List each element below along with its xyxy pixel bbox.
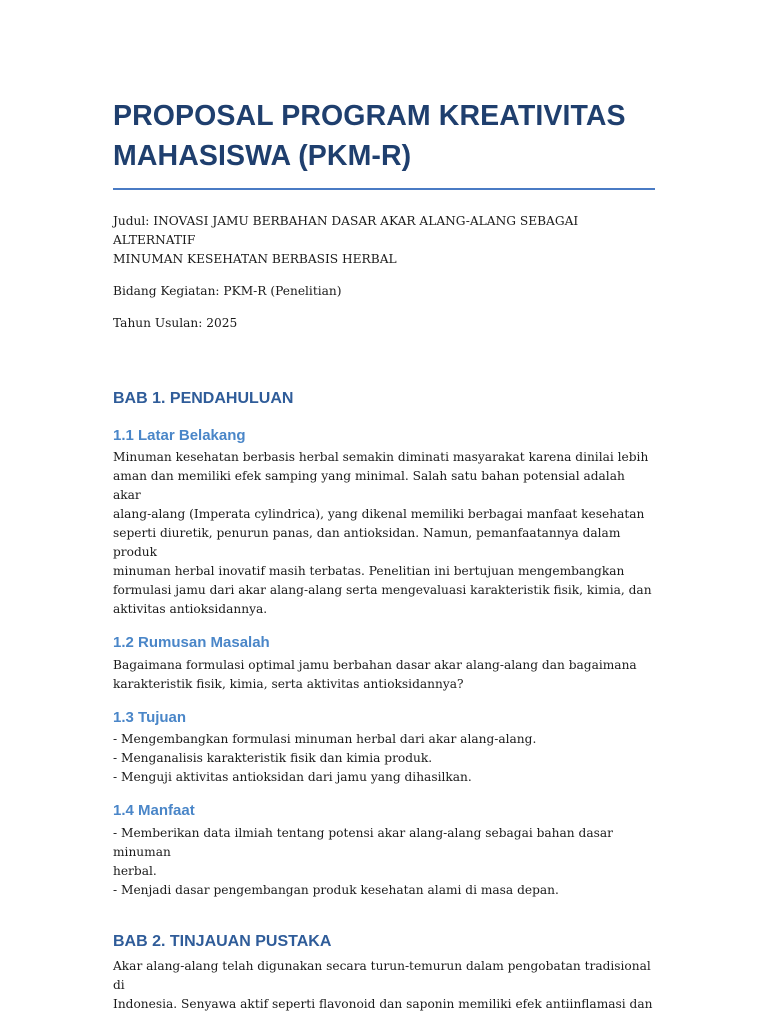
- manfaat-text: - Memberikan data ilmiah tentang potensi akar alang-alang sebagai bahan dasar minuman herbal. - Menjadi dasar pengembangan produk kesehatan alami di masa depan.: [113, 826, 613, 897]
- title-divider: [113, 188, 655, 190]
- rumusan-masalah-heading: 1.2 Rumusan Masalah: [113, 634, 270, 651]
- tahun-usulan: Tahun Usulan: 2025: [113, 316, 238, 330]
- latar-belakang-text: Minuman kesehatan berbasis herbal semakin diminati masyarakat karena dinilai lebih aman dan memiliki efek samping yang minimal. Salah satu bahan potensial adalah akar alang-alang (Imperata cylindrica), yang dikenal memiliki berbagai manfaat kesehatan seperti diuretik, penurun panas, dan antioksidan. Namun, pemanfaatannya dalam produk minuman herbal inovatif masih terbatas. Penelitian ini bertujuan mengembangkan formulasi jamu dari akar alang-alang serta mengevaluasi karakteristik fisik, kimia, dan aktivitas antioksidannya.: [113, 450, 652, 616]
- bidang-kegiatan: Bidang Kegiatan: PKM-R (Penelitian): [113, 284, 342, 298]
- bab1-heading: BAB 1. PENDAHULUAN: [113, 390, 294, 407]
- bab2-heading: BAB 2. TINJAUAN PUSTAKA: [113, 933, 332, 950]
- tujuan-heading: 1.3 Tujuan: [113, 709, 187, 726]
- tujuan-text: - Mengembangkan formulasi minuman herbal dari akar alang-alang. - Menganalisis karakteristik fisik dan kimia produk. - Menguji aktivitas antioksidan dari jamu yang dihasilkan.: [113, 732, 537, 784]
- manfaat-heading: 1.4 Manfaat: [113, 802, 195, 819]
- document-title: PROPOSAL PROGRAM KREATIVITAS MAHASISWA (PKM-R): [113, 100, 626, 172]
- tinjauan-pustaka-text: Akar alang-alang telah digunakan secara turun-temurun dalam pengobatan tradisional di Indonesia. Senyawa aktif seperti flavonoid dan saponin memiliki efek antiinflamasi dan: [113, 959, 653, 1011]
- proposal-judul: Judul: INOVASI JAMU BERBAHAN DASAR AKAR ALANG-ALANG SEBAGAI ALTERNATIF MINUMAN KESEHATAN BERBASIS HERBAL: [113, 214, 579, 266]
- latar-belakang-heading: 1.1 Latar Belakang: [113, 427, 246, 444]
- rumusan-masalah-text: Bagaimana formulasi optimal jamu berbahan dasar akar alang-alang dan bagaimana karakteristik fisik, kimia, serta aktivitas antioksidannya?: [113, 658, 637, 691]
